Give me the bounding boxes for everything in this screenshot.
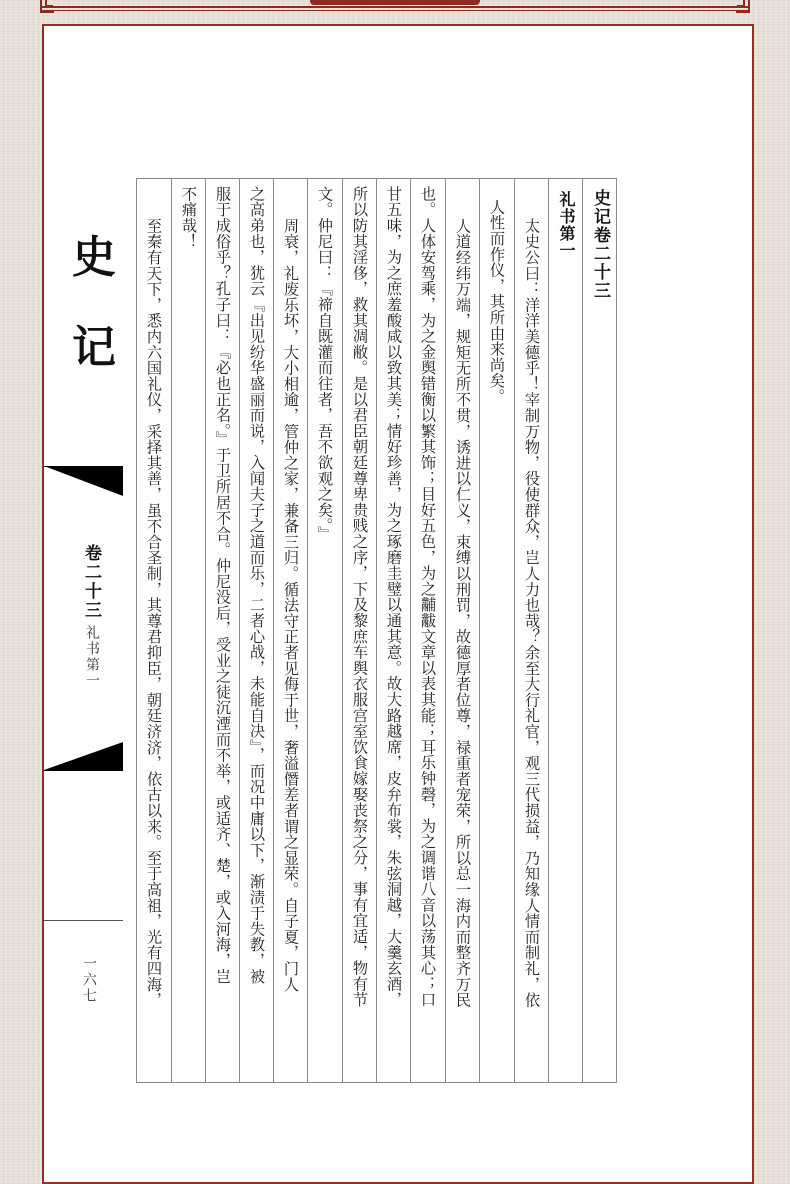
text-column	[171, 179, 205, 1082]
decor-rule-bottom	[44, 770, 123, 771]
text-column	[479, 179, 514, 1082]
top-title-tab	[310, 0, 480, 5]
text-column-line: 所以防其淫侈，救其凋敝。是以君臣朝廷尊卑贵贱之序，下及黎庶车舆衣服宫室饮食嫁娶丧祭之分，事有宜适，物有节	[351, 186, 369, 1008]
book-title-char-1: 史	[72, 232, 116, 283]
top-border-line-thin	[40, 10, 750, 11]
text-frame	[136, 178, 617, 1083]
top-border	[0, 0, 790, 14]
book-title-char-2: 记	[72, 322, 116, 373]
text-column-line: 人性而作仪，其所由来尚矣。	[488, 199, 506, 405]
text-column-line: 文。仲尼曰：『禘自既灌而往者，吾不欲观之矣。』	[316, 186, 334, 542]
heading-column	[582, 179, 616, 1082]
text-column	[410, 179, 445, 1082]
chapter-heading-title: 史记卷二十三	[590, 189, 610, 300]
text-column	[514, 179, 548, 1082]
text-column-line: 至秦有天下，悉内六国礼仪，采择其善，虽不合圣制，其尊君抑臣，朝廷济济，依古以来。至于高祖，光有四海，	[145, 218, 163, 1008]
text-column-line: 之高弟也，犹云『出见纷华盛丽而说，入闻夫子之道而乐，二者心战，未能自决』，而况中庸以下，渐渍于失教，被	[248, 186, 266, 985]
text-column-line: 不痛哉！	[180, 186, 198, 250]
text-column	[445, 179, 479, 1082]
fret-corner-left	[40, 0, 54, 13]
fret-corner-right	[736, 0, 750, 13]
page-number-rule	[44, 920, 123, 921]
text-column-line: 也。人体安驾乘，为之金舆错衡以繁其饰；目好五色，为之黼黻文章以表其能；耳乐钟磬，为之调谐八音以荡其心；口	[419, 186, 437, 1008]
text-column	[342, 179, 376, 1082]
text-column-line: 周衰，礼废乐坏，大小相逾，管仲之家，兼备三归。循法守正者见侮于世，奢溢僭差者谓之显荣。自子夏，门人	[282, 218, 300, 993]
chapter-heading-subtitle: 礼书第一	[557, 191, 576, 259]
text-column-line: 太史公曰：洋洋美德乎！宰制万物，役使群众，岂人力也哉？余至大行礼官，观三代损益，乃知缘人情而制礼，依	[523, 218, 541, 1008]
decor-rule-top	[44, 466, 123, 467]
subheading-column	[548, 179, 582, 1082]
text-column	[376, 179, 410, 1082]
page-number: 一六七	[81, 956, 97, 1004]
text-column-line: 服于成俗乎？孔子曰：『必也正名。』于卫所居不合。仲尼没后，受业之徒沉湮而不举，或适齐、楚，或入河海，岂	[214, 186, 232, 985]
top-border-line	[40, 6, 750, 8]
text-column	[205, 179, 239, 1082]
text-column-line: 人道经纬万端，规矩无所不贯，诱进以仁义，束缚以刑罚，故德厚者位尊，禄重者宠荣，所以总一海内而整齐万民	[454, 218, 472, 1008]
chapter-label: 礼书第一	[84, 625, 100, 689]
text-column	[273, 179, 307, 1082]
volume-label: 卷二十三	[81, 544, 101, 620]
text-column	[307, 179, 342, 1082]
text-column	[239, 179, 273, 1082]
text-column	[137, 179, 171, 1082]
text-column-line: 甘五味，为之庶羞酸咸以致其美；情好珍善，为之琢磨圭璧以通其意。故大路越席，皮弁布裳，朱弦洞越，大羹玄酒，	[385, 186, 403, 1008]
